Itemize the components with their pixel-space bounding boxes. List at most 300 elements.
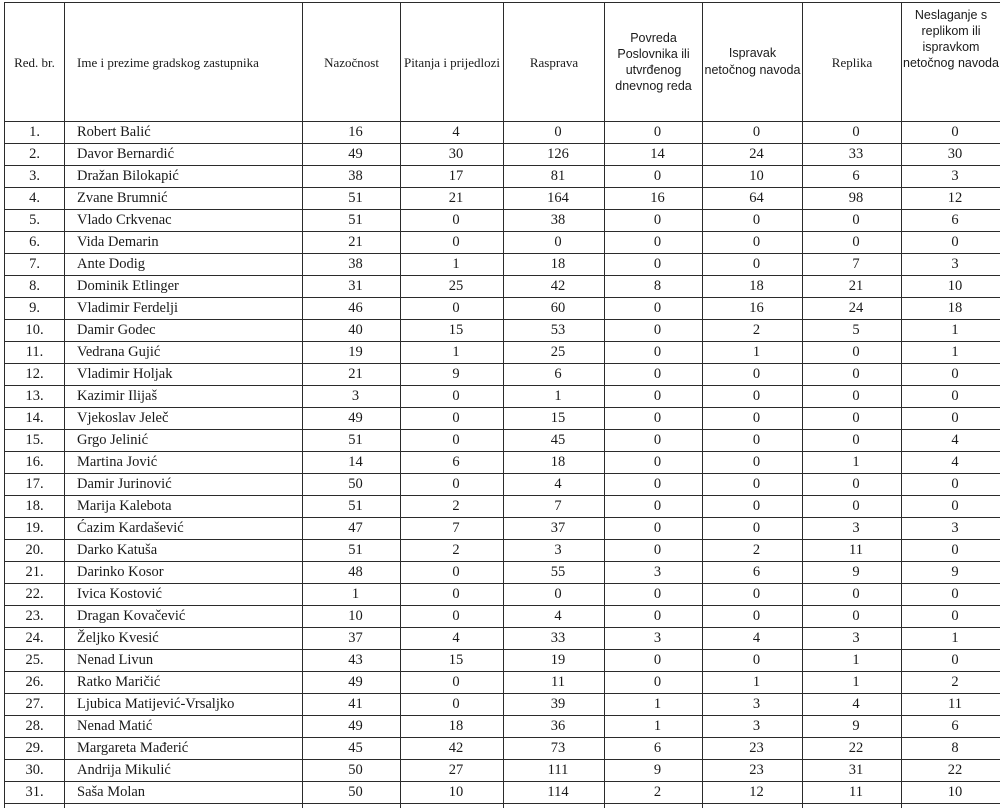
cell-povreda: 8 [605,276,703,298]
cutoff-cell [605,804,703,808]
cell-ispravak: 0 [703,430,803,452]
cell-replika: 0 [803,210,902,232]
cell-nazocnost: 41 [303,694,401,716]
cell-ispravak: 24 [703,144,803,166]
cell-povreda: 1 [605,694,703,716]
cell-red-br: 6. [5,232,65,254]
cell-rasprava: 0 [504,122,605,144]
table-row [5,276,1000,298]
cell-neslaganje: 4 [902,452,1000,474]
cell-name: Damir Godec [65,320,303,342]
table-body [5,122,1000,808]
cell-rasprava: 37 [504,518,605,540]
cell-red-br: 14. [5,408,65,430]
cell-replika: 0 [803,364,902,386]
cell-name: Ivica Kostović [65,584,303,606]
cell-povreda: 0 [605,518,703,540]
cell-replika: 0 [803,584,902,606]
cell-name: Darinko Kosor [65,562,303,584]
cell-pitanja: 0 [401,210,504,232]
cell-neslaganje: 6 [902,210,1000,232]
cell-name: Dragan Kovačević [65,606,303,628]
cell-neslaganje: 2 [902,672,1000,694]
cell-povreda: 0 [605,672,703,694]
cell-pitanja: 0 [401,408,504,430]
cell-rasprava: 42 [504,276,605,298]
table-row [5,716,1000,738]
cell-neslaganje: 18 [902,298,1000,320]
table-row [5,694,1000,716]
cell-pitanja: 1 [401,254,504,276]
cell-povreda: 3 [605,628,703,650]
table-row [5,122,1000,144]
cell-name: Vida Demarin [65,232,303,254]
cell-povreda: 0 [605,254,703,276]
cell-replika: 0 [803,342,902,364]
cell-povreda: 2 [605,782,703,804]
cell-replika: 0 [803,386,902,408]
cell-name: Grgo Jelinić [65,430,303,452]
cell-replika: 22 [803,738,902,760]
cell-neslaganje: 30 [902,144,1000,166]
cell-ispravak: 2 [703,320,803,342]
cell-name: Martina Jović [65,452,303,474]
cell-pitanja: 17 [401,166,504,188]
cell-nazocnost: 1 [303,584,401,606]
cell-replika: 0 [803,430,902,452]
cell-nazocnost: 37 [303,628,401,650]
cell-neslaganje: 0 [902,474,1000,496]
cell-pitanja: 4 [401,628,504,650]
cell-neslaganje: 0 [902,386,1000,408]
cell-name: Vjekoslav Jeleč [65,408,303,430]
cell-ispravak: 3 [703,694,803,716]
cell-replika: 31 [803,760,902,782]
table-row [5,430,1000,452]
cell-nazocnost: 38 [303,166,401,188]
cell-red-br: 19. [5,518,65,540]
cell-rasprava: 18 [504,452,605,474]
cell-ispravak: 0 [703,452,803,474]
cell-rasprava: 36 [504,716,605,738]
cell-neslaganje: 4 [902,430,1000,452]
cell-nazocnost: 49 [303,716,401,738]
cell-pitanja: 0 [401,562,504,584]
cell-povreda: 0 [605,430,703,452]
cell-pitanja: 6 [401,452,504,474]
cell-povreda: 14 [605,144,703,166]
cell-name: Vladimir Holjak [65,364,303,386]
cell-povreda: 0 [605,606,703,628]
cell-rasprava: 19 [504,650,605,672]
cell-name: Ljubica Matijević-Vrsaljko [65,694,303,716]
cell-povreda: 0 [605,298,703,320]
cell-pitanja: 10 [401,782,504,804]
cell-neslaganje: 1 [902,628,1000,650]
cell-replika: 0 [803,606,902,628]
cell-rasprava: 60 [504,298,605,320]
header-name: Ime i prezime gradskog zastupnika [65,3,303,122]
header-rasprava: Rasprava [504,3,605,122]
councillor-activity-table [4,2,1000,808]
cell-neslaganje: 11 [902,694,1000,716]
cell-red-br: 2. [5,144,65,166]
cutoff-cell [902,804,1000,808]
cell-neslaganje: 0 [902,540,1000,562]
cell-nazocnost: 21 [303,232,401,254]
cell-pitanja: 27 [401,760,504,782]
cell-povreda: 0 [605,540,703,562]
cutoff-cell [303,804,401,808]
cell-pitanja: 1 [401,342,504,364]
cell-nazocnost: 10 [303,606,401,628]
cell-povreda: 0 [605,584,703,606]
cell-red-br: 22. [5,584,65,606]
cell-red-br: 4. [5,188,65,210]
cell-rasprava: 73 [504,738,605,760]
table-row [5,320,1000,342]
cell-ispravak: 0 [703,650,803,672]
cell-ispravak: 2 [703,540,803,562]
cell-replika: 11 [803,540,902,562]
header-row [5,3,1000,122]
cell-rasprava: 53 [504,320,605,342]
cell-pitanja: 0 [401,606,504,628]
cell-replika: 24 [803,298,902,320]
cell-name: Marija Kalebota [65,496,303,518]
cell-replika: 3 [803,628,902,650]
cell-name: Ćazim Kardašević [65,518,303,540]
cell-replika: 9 [803,716,902,738]
cutoff-cell [504,804,605,808]
cell-neslaganje: 0 [902,606,1000,628]
cell-red-br: 26. [5,672,65,694]
cell-povreda: 16 [605,188,703,210]
cell-ispravak: 0 [703,584,803,606]
cell-name: Dražan Bilokapić [65,166,303,188]
cell-nazocnost: 49 [303,144,401,166]
cell-pitanja: 0 [401,474,504,496]
cell-name: Zvane Brumnić [65,188,303,210]
header-povreda: Povreda Poslovnika ili utvrđenog dnevnog reda [605,3,703,122]
cell-neslaganje: 0 [902,496,1000,518]
table-row [5,254,1000,276]
cell-red-br: 16. [5,452,65,474]
cell-pitanja: 9 [401,364,504,386]
cell-neslaganje: 12 [902,188,1000,210]
cell-nazocnost: 38 [303,254,401,276]
cell-name: Damir Jurinović [65,474,303,496]
cell-rasprava: 45 [504,430,605,452]
cell-nazocnost: 43 [303,650,401,672]
cell-pitanja: 7 [401,518,504,540]
cell-nazocnost: 50 [303,782,401,804]
cell-nazocnost: 48 [303,562,401,584]
header-red-br: Red. br. [5,3,65,122]
cell-ispravak: 0 [703,254,803,276]
cell-red-br: 29. [5,738,65,760]
cell-red-br: 10. [5,320,65,342]
cell-name: Dominik Etlinger [65,276,303,298]
cell-nazocnost: 21 [303,364,401,386]
cell-replika: 4 [803,694,902,716]
cell-name: Robert Balić [65,122,303,144]
cell-nazocnost: 51 [303,430,401,452]
cell-nazocnost: 16 [303,122,401,144]
cell-red-br: 13. [5,386,65,408]
cell-red-br: 8. [5,276,65,298]
cell-ispravak: 0 [703,210,803,232]
cell-rasprava: 18 [504,254,605,276]
cell-ispravak: 3 [703,716,803,738]
cell-nazocnost: 51 [303,496,401,518]
cell-povreda: 3 [605,562,703,584]
cell-povreda: 0 [605,210,703,232]
cell-rasprava: 39 [504,694,605,716]
cell-pitanja: 0 [401,694,504,716]
cell-ispravak: 64 [703,188,803,210]
cell-red-br: 24. [5,628,65,650]
cell-replika: 33 [803,144,902,166]
cell-ispravak: 1 [703,342,803,364]
table-row [5,496,1000,518]
table-row [5,782,1000,804]
cell-rasprava: 11 [504,672,605,694]
cell-red-br: 27. [5,694,65,716]
cell-red-br: 17. [5,474,65,496]
cell-ispravak: 10 [703,166,803,188]
table-row [5,342,1000,364]
table-row-cutoff [5,804,1000,808]
cell-rasprava: 81 [504,166,605,188]
cell-ispravak: 23 [703,760,803,782]
table-row [5,540,1000,562]
header-neslaganje: Neslaganje s replikom ili ispravkom netočnog navoda [902,3,1000,122]
cell-nazocnost: 49 [303,408,401,430]
cell-pitanja: 0 [401,672,504,694]
cell-nazocnost: 31 [303,276,401,298]
cell-ispravak: 16 [703,298,803,320]
cell-name: Margareta Mađerić [65,738,303,760]
table-row [5,408,1000,430]
table-row [5,672,1000,694]
cell-replika: 0 [803,122,902,144]
cell-red-br: 9. [5,298,65,320]
cell-red-br: 7. [5,254,65,276]
table-row [5,210,1000,232]
cell-ispravak: 1 [703,672,803,694]
cell-ispravak: 0 [703,496,803,518]
cell-ispravak: 0 [703,364,803,386]
cell-red-br: 15. [5,430,65,452]
cell-povreda: 0 [605,320,703,342]
cell-povreda: 0 [605,232,703,254]
cell-rasprava: 0 [504,232,605,254]
cell-replika: 3 [803,518,902,540]
cell-rasprava: 33 [504,628,605,650]
cell-pitanja: 2 [401,496,504,518]
cell-neslaganje: 22 [902,760,1000,782]
cell-neslaganje: 1 [902,320,1000,342]
cell-replika: 1 [803,650,902,672]
table-row [5,760,1000,782]
cell-name: Saša Molan [65,782,303,804]
cell-rasprava: 25 [504,342,605,364]
cell-nazocnost: 49 [303,672,401,694]
cell-rasprava: 15 [504,408,605,430]
cutoff-cell [803,804,902,808]
table-row [5,386,1000,408]
cell-pitanja: 0 [401,386,504,408]
cell-red-br: 23. [5,606,65,628]
cell-red-br: 18. [5,496,65,518]
cell-nazocnost: 14 [303,452,401,474]
cell-neslaganje: 3 [902,166,1000,188]
cell-povreda: 0 [605,650,703,672]
cell-ispravak: 0 [703,122,803,144]
table-row [5,144,1000,166]
cell-povreda: 0 [605,166,703,188]
cell-nazocnost: 51 [303,188,401,210]
cell-replika: 7 [803,254,902,276]
table-row [5,166,1000,188]
cell-name: Andrija Mikulić [65,760,303,782]
table-row [5,606,1000,628]
cell-ispravak: 0 [703,606,803,628]
cutoff-cell [65,804,303,808]
cell-rasprava: 3 [504,540,605,562]
cell-neslaganje: 9 [902,562,1000,584]
cell-pitanja: 30 [401,144,504,166]
cell-name: Nenad Matić [65,716,303,738]
cell-rasprava: 6 [504,364,605,386]
table-row [5,452,1000,474]
cell-name: Željko Kvesić [65,628,303,650]
cell-rasprava: 4 [504,606,605,628]
cell-red-br: 11. [5,342,65,364]
cell-ispravak: 0 [703,518,803,540]
cell-povreda: 9 [605,760,703,782]
table-row [5,562,1000,584]
cell-neslaganje: 0 [902,232,1000,254]
table-header [5,3,1000,122]
cell-neslaganje: 0 [902,408,1000,430]
header-pitanja: Pitanja i prijedlozi [401,3,504,122]
cell-pitanja: 0 [401,584,504,606]
cell-nazocnost: 19 [303,342,401,364]
cell-rasprava: 1 [504,386,605,408]
cell-ispravak: 0 [703,386,803,408]
cell-pitanja: 4 [401,122,504,144]
cell-replika: 98 [803,188,902,210]
cell-povreda: 0 [605,408,703,430]
cell-name: Davor Bernardić [65,144,303,166]
cell-replika: 0 [803,496,902,518]
cell-rasprava: 55 [504,562,605,584]
table-row [5,584,1000,606]
cell-replika: 0 [803,232,902,254]
cell-name: Ratko Maričić [65,672,303,694]
cell-rasprava: 0 [504,584,605,606]
cell-nazocnost: 51 [303,210,401,232]
cell-ispravak: 0 [703,408,803,430]
cell-replika: 6 [803,166,902,188]
cell-neslaganje: 0 [902,650,1000,672]
cell-red-br: 12. [5,364,65,386]
cell-ispravak: 0 [703,232,803,254]
header-nazocnost: Nazočnost [303,3,401,122]
cell-povreda: 0 [605,496,703,518]
cell-ispravak: 18 [703,276,803,298]
header-replika: Replika [803,3,902,122]
cell-ispravak: 12 [703,782,803,804]
cell-povreda: 0 [605,342,703,364]
cell-neslaganje: 0 [902,364,1000,386]
cell-povreda: 1 [605,716,703,738]
cell-nazocnost: 45 [303,738,401,760]
cell-nazocnost: 40 [303,320,401,342]
cell-ispravak: 0 [703,474,803,496]
cell-red-br: 31. [5,782,65,804]
table-row [5,628,1000,650]
table-row [5,518,1000,540]
cell-pitanja: 2 [401,540,504,562]
cell-neslaganje: 6 [902,716,1000,738]
cell-name: Nenad Livun [65,650,303,672]
cell-neslaganje: 8 [902,738,1000,760]
table-row [5,474,1000,496]
cell-neslaganje: 0 [902,122,1000,144]
cell-replika: 0 [803,474,902,496]
cell-pitanja: 42 [401,738,504,760]
cell-povreda: 0 [605,452,703,474]
table-row [5,364,1000,386]
cell-neslaganje: 3 [902,518,1000,540]
cell-nazocnost: 47 [303,518,401,540]
cell-name: Vedrana Gujić [65,342,303,364]
table-row [5,298,1000,320]
cell-replika: 21 [803,276,902,298]
cell-replika: 1 [803,672,902,694]
cell-povreda: 0 [605,122,703,144]
cell-nazocnost: 50 [303,474,401,496]
cell-replika: 1 [803,452,902,474]
cell-pitanja: 0 [401,232,504,254]
cell-rasprava: 4 [504,474,605,496]
cell-rasprava: 164 [504,188,605,210]
cutoff-cell [703,804,803,808]
cell-red-br: 25. [5,650,65,672]
cell-replika: 5 [803,320,902,342]
cell-povreda: 0 [605,386,703,408]
table-row [5,738,1000,760]
cell-pitanja: 25 [401,276,504,298]
cell-povreda: 0 [605,364,703,386]
cell-name: Vladimir Ferdelji [65,298,303,320]
cell-ispravak: 23 [703,738,803,760]
cell-red-br: 30. [5,760,65,782]
cell-red-br: 28. [5,716,65,738]
cell-name: Darko Katuša [65,540,303,562]
cell-replika: 9 [803,562,902,584]
cell-red-br: 3. [5,166,65,188]
cell-name: Ante Dodig [65,254,303,276]
cell-replika: 0 [803,408,902,430]
cell-red-br: 5. [5,210,65,232]
cell-rasprava: 111 [504,760,605,782]
cell-ispravak: 6 [703,562,803,584]
cell-rasprava: 114 [504,782,605,804]
